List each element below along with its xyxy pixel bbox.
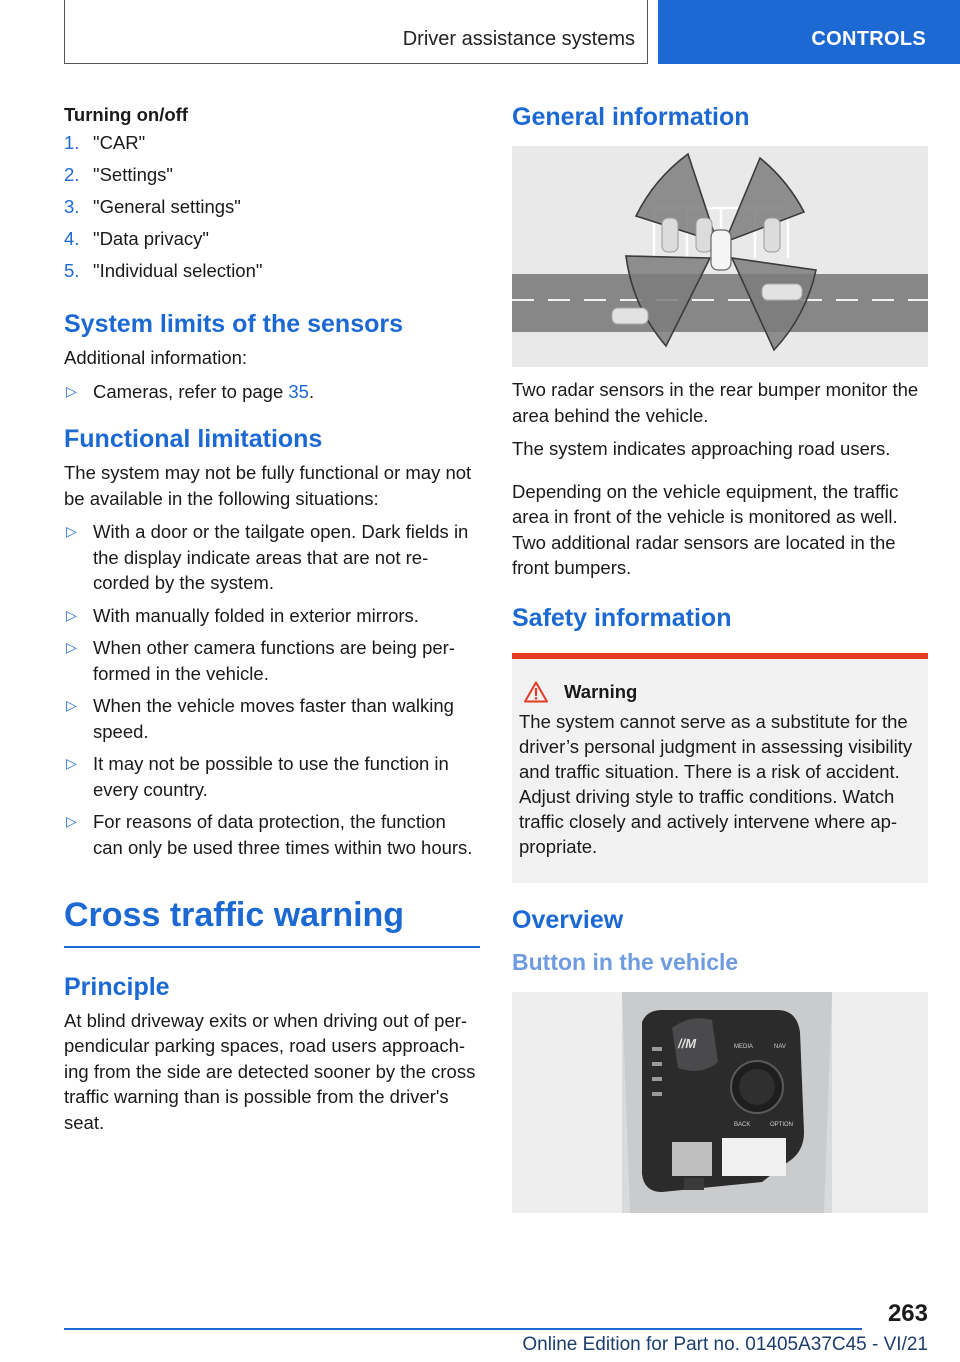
functional-limitations-heading: Functional limitations (64, 425, 323, 453)
center-console-graphic (512, 992, 928, 1213)
warning-header (524, 681, 922, 703)
console-label-back: BACK (734, 1121, 751, 1128)
list-item: 5. "Individual selection" (64, 260, 263, 281)
safety-information-heading: Safety information (512, 603, 732, 632)
warning-text: The system cannot serve as a substitute for the driver’s personal judgment in assessing visibility and traffic situation. There is a risk of accident. Adjust driving style to traffic conditions. Watch traffic closely and actively intervene where ap‐ propriate. (519, 710, 913, 857)
general-information-heading: General information (512, 103, 750, 131)
list-item: 4. "Data privacy" (64, 228, 209, 249)
turning-on-off-title: Turning on/off (64, 104, 188, 125)
page-number: 263 (887, 1300, 928, 1327)
list-item: 2. "Settings" (64, 164, 173, 185)
principle-heading: Principle (64, 972, 170, 1001)
functional-limitations-list (64, 519, 480, 860)
settings-steps-list (64, 130, 480, 283)
system-limits-heading: System limits of the sensors (64, 310, 404, 338)
triangle-bullet-icon: ▷ (66, 523, 77, 539)
cross-traffic-warning-heading: Cross traffic warning (64, 896, 405, 934)
heading-divider (64, 946, 480, 948)
header-chapter-tab[interactable] (658, 0, 960, 64)
warning-box (512, 653, 928, 883)
limits-intro: Additional information: (64, 347, 248, 368)
list-item: 1. "CAR" (64, 132, 146, 153)
triangle-bullet-icon: ▷ (66, 755, 77, 771)
list-item: ▷ When other camera functions are being per‐ formed in the vehicle. (66, 637, 455, 684)
list-item: ▷ For reasons of data protection, the function can only be used three times within two hours. (66, 811, 473, 858)
triangle-bullet-icon: ▷ (66, 606, 77, 623)
functional-limitations-intro: The system may not be fully functional or may not be available in the following situations: (64, 462, 472, 509)
limits-list (64, 379, 480, 405)
radar-coverage-illustration (512, 146, 928, 367)
footer-divider (64, 1328, 862, 1330)
list-item: ▷ When the vehicle moves faster than walking speed. (66, 695, 454, 742)
button-in-vehicle-heading: Button in the vehicle (512, 948, 739, 975)
list-item: ▷ Cameras, refer to page 35. (64, 379, 480, 405)
page-link-35[interactable]: 35 (288, 380, 309, 402)
header-chapter-title: CONTROLS (811, 28, 926, 50)
header-section-title: Driver assistance systems (402, 28, 635, 50)
general-paragraph-2: The system indicates approaching road users. (512, 438, 891, 459)
general-paragraph-3: Depending on the vehicle equipment, the traffic area in front of the vehicle is monitored as well. Two additional radar sensors are located in the front bumpers. (512, 480, 899, 578)
warning-triangle-icon (524, 681, 548, 703)
list-item: ▷ With a door or the tailgate open. Dark fields in the display indicate areas that are not re‐ corded by the system. (66, 521, 469, 593)
svg-text://M: //M (678, 1035, 697, 1051)
warning-label: Warning (564, 680, 638, 702)
triangle-bullet-icon: ▷ (66, 382, 77, 399)
console-label-option: OPTION (770, 1121, 794, 1128)
list-item: ▷ It may not be possible to use the function in every country. (66, 753, 449, 800)
general-paragraph-1: Two radar sensors in the rear bumper monitor the area behind the vehicle. (512, 379, 919, 426)
triangle-bullet-icon: ▷ (66, 813, 77, 829)
center-console-photo (512, 992, 928, 1213)
console-label-nav: NAV (774, 1043, 786, 1050)
list-item: 3. "General settings" (64, 196, 241, 217)
list-item: ▷ With manually folded in exterior mirrors. (64, 603, 480, 629)
footer-edition-text: Online Edition for Part no. 01405A37C45 - VI/21 (522, 1334, 928, 1355)
overview-heading: Overview (512, 905, 624, 934)
triangle-bullet-icon: ▷ (66, 639, 77, 655)
console-label-media: MEDIA (734, 1043, 754, 1050)
principle-text: At blind driveway exits or when driving out of per‐ pendicular parking spaces, road users approach‐ ing from the side are detected sooner by the cross traffic warning than is possible from the driver's seat. (64, 1009, 476, 1133)
left-column (64, 100, 480, 1135)
header-section-box (64, 0, 648, 64)
right-column (512, 100, 928, 1213)
triangle-bullet-icon: ▷ (66, 697, 77, 713)
radar-coverage-graphic (512, 146, 928, 367)
